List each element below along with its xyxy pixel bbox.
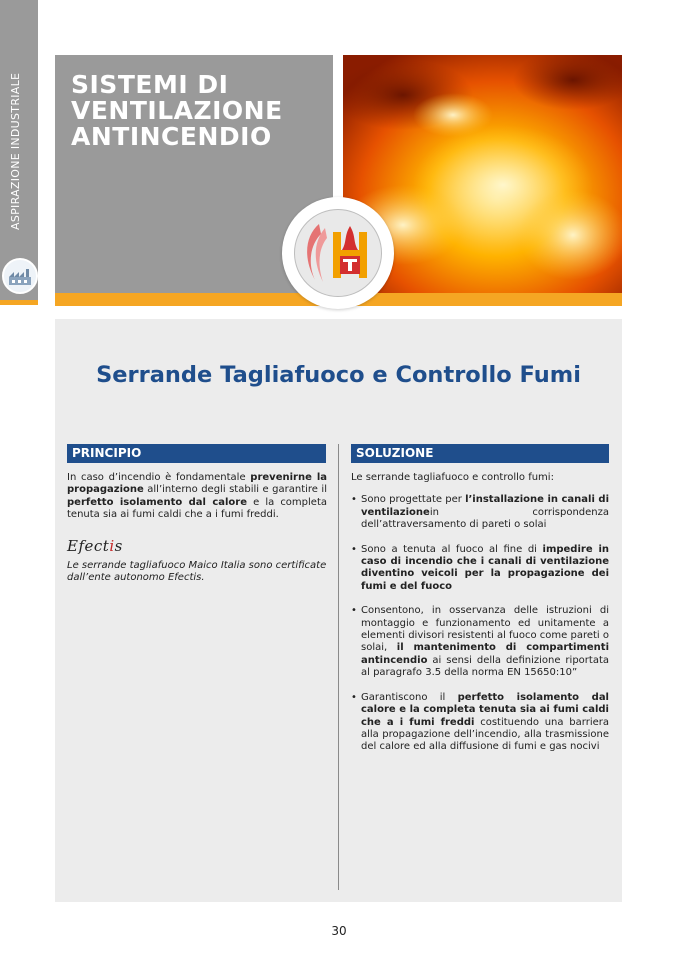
column-divider (338, 444, 339, 890)
soluzione-heading: SOLUZIONE (351, 444, 609, 463)
list-item: • Consentono, in osservanza delle istruzioni di montaggio e funzionamento ed unitamente a elementi divisori resistenti al fuoco come pareti o solai, il mantenimento di compartimenti antincendio ai sensi della definizione riportata al paragrafo 3.5 della norma EN 15650:10” (351, 605, 610, 679)
list-item: • Sono a tenuta al fuoco al fine di impedire in caso di incendio che i canali di ventilazione diventino veicoli per la propagazione dei fumi e del fuoco (351, 543, 609, 592)
principio-heading: PRINCIPIO (67, 444, 326, 463)
main-title: Serrande Tagliafuoco e Controllo Fumi (96, 362, 581, 388)
factory-icon (2, 258, 38, 294)
soluzione-intro: Le serrande tagliafuoco e controllo fumi: (351, 472, 554, 483)
sidebar-label: ASPIRAZIONE INDUSTRIALE (9, 72, 22, 230)
principio-text: In caso d’incendio è fondamentale prevenirne la propagazione all’interno degli stabili e garantire il perfetto isolamento dal calore e la completa tenuta sia ai fumi caldi che a i fumi freddi. (67, 472, 327, 521)
certification-note: Le serrande tagliafuoco Maico Italia sono certificate dall’ente autonomo Efectis. (67, 560, 327, 584)
soluzione-list (351, 494, 609, 753)
efectis-logo: Efectis (67, 537, 123, 555)
header-title: SISTEMI DI VENTILAZIONE ANTINCENDIO (71, 70, 283, 151)
sidebar-accent-bar (0, 300, 38, 305)
logo-badge (282, 197, 394, 309)
page-number: 30 (331, 924, 347, 938)
list-item: • Sono progettate per l’installazione in canali di ventilazionein corrispondenza dell’attraversamento di pareti o solai (351, 494, 609, 531)
soluzione-text (351, 472, 609, 766)
list-item: • Garantiscono il perfetto isolamento dal calore e la completa tenuta sia ai fumi caldi che a i fumi freddi costituendo una barriera alla propagazione dell’incendio, alla trasmissione del calore ed alla diffusione di fumi e gas nocivi (351, 691, 609, 753)
fire-logo-icon (294, 209, 382, 297)
